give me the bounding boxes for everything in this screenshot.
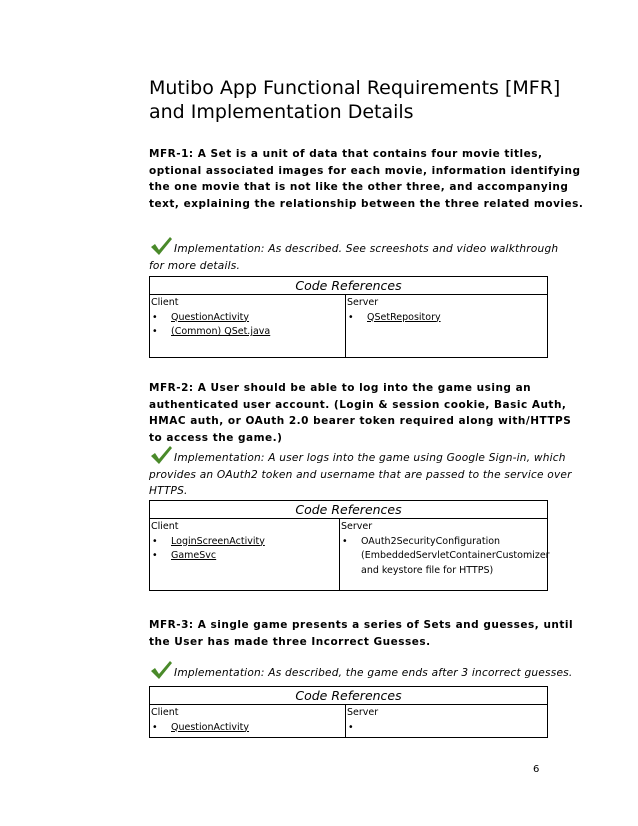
checkmark-icon <box>149 236 173 256</box>
server-ref-link[interactable]: QSetRepository <box>367 311 441 323</box>
list-item[interactable] <box>151 535 336 550</box>
requirement-line: text, explaining the relationship between the three related movies. <box>149 197 584 210</box>
implementation-note-mfr-1 <box>149 236 558 274</box>
client-ref-link[interactable]: QuestionActivity <box>171 311 250 323</box>
title-line-1: Mutibo App Functional Requirements [MFR] <box>149 77 561 99</box>
client-list <box>151 535 336 564</box>
client-ref-link[interactable]: QuestionActivity <box>171 721 250 733</box>
bullet: • <box>348 311 354 323</box>
requirement-line: the User has made three Incorrect Guesses. <box>149 635 431 648</box>
requirement-line: MFR-2: A User should be able to log into the game using an <box>149 382 532 394</box>
implementation-line: Implementation: As described. See screeshots and video walkthrough <box>174 243 559 255</box>
bullet: • <box>152 311 158 323</box>
list-item[interactable] <box>151 549 336 564</box>
bullet: • <box>152 550 158 561</box>
requirement-mfr-3 <box>149 617 573 650</box>
page-title <box>149 76 569 124</box>
requirement-line: to access the game.) <box>149 431 283 444</box>
code-references-header: Code References <box>150 501 548 519</box>
bullet: • <box>152 535 158 547</box>
code-references-header: Code References <box>150 277 548 295</box>
server-column <box>346 705 548 738</box>
requirement-line: the one movie that is not like the other three, and accompanying <box>149 181 569 193</box>
server-ref-text: and keystore file for HTTPS) <box>361 564 494 576</box>
client-ref-link[interactable]: GameSvc <box>171 550 217 561</box>
server-ref-text: (EmbeddedServletContainerCustomizer <box>361 550 550 561</box>
code-references-table-mfr-1 <box>149 276 548 358</box>
client-list <box>151 721 342 736</box>
requirement-mfr-2 <box>149 380 571 446</box>
bullet: • <box>348 721 354 733</box>
implementation-note-mfr-2 <box>149 445 572 500</box>
client-label: Client <box>151 297 179 308</box>
list-item[interactable] <box>151 721 342 736</box>
client-column <box>150 519 340 591</box>
server-label: Server <box>347 297 379 308</box>
requirement-mfr-1 <box>149 146 583 212</box>
client-label: Client <box>151 707 179 718</box>
title-line-2: and Implementation Details <box>149 101 414 123</box>
client-ref-link[interactable]: (Common) QSet.java <box>171 326 271 337</box>
client-list <box>151 311 342 340</box>
server-column <box>346 295 548 358</box>
requirement-line: authenticated user account. (Login & session cookie, Basic Auth, <box>149 398 567 411</box>
client-ref-link[interactable]: LoginScreenActivity <box>171 535 265 547</box>
server-label: Server <box>341 521 373 532</box>
requirement-line: optional associated images for each movie, information identifying <box>149 164 581 177</box>
requirement-line: HMAC auth, or OAuth 2.0 bearer token required along with/HTTPS <box>149 415 572 427</box>
server-column <box>340 519 548 591</box>
list-item[interactable] <box>151 311 342 326</box>
list-item <box>341 535 550 579</box>
requirement-line: MFR-1: A Set is a unit of data that contains four movie titles, <box>149 148 543 160</box>
bullet: • <box>152 721 158 733</box>
client-column <box>150 705 346 738</box>
implementation-note-mfr-3 <box>149 660 572 682</box>
server-list <box>347 311 544 326</box>
server-list <box>341 535 550 579</box>
server-label: Server <box>347 707 379 718</box>
client-column <box>150 295 346 358</box>
implementation-line: provides an OAuth2 token and username that are passed to the service over <box>149 468 572 481</box>
requirement-line: MFR-3: A single game presents a series of Sets and guesses, until <box>149 619 574 631</box>
checkmark-icon <box>149 660 173 680</box>
implementation-line: Implementation: As described, the game ends after 3 incorrect guesses. <box>174 667 573 679</box>
implementation-line: HTTPS. <box>149 485 188 497</box>
code-references-table-mfr-2 <box>149 500 548 591</box>
bullet: • <box>152 326 158 337</box>
bullet: • <box>342 535 348 547</box>
server-ref-text: OAuth2SecurityConfiguration <box>361 535 501 547</box>
list-item[interactable] <box>151 325 342 340</box>
code-references-table-mfr-3 <box>149 686 548 738</box>
implementation-line: Implementation: A user logs into the game using Google Sign-in, which <box>174 452 566 464</box>
checkmark-icon <box>149 445 173 465</box>
list-item[interactable] <box>347 311 544 326</box>
code-references-header: Code References <box>150 687 548 705</box>
implementation-line: for more details. <box>149 259 241 272</box>
page-number: 6 <box>533 764 540 775</box>
client-label: Client <box>151 521 179 532</box>
